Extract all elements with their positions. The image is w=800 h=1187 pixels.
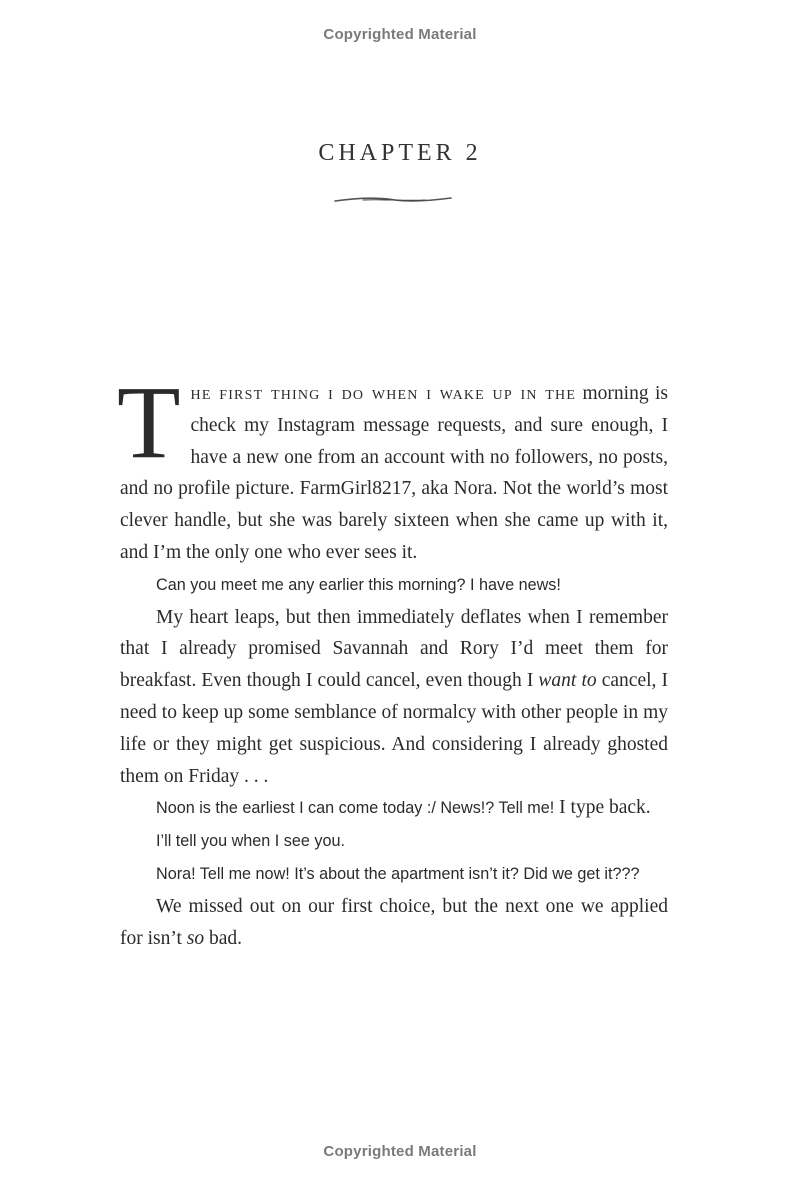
- chapter-flourish: [333, 192, 453, 208]
- copyright-footer: Copyrighted Material: [323, 1143, 477, 1160]
- paragraph-2: My heart leaps, but then immediately deflates when I remember that I already promised Savannah and Rory I’d meet them for breakfast. Even though I could cancel, even though I want to cancel, I need to keep up some semblance of normalcy with other people in my life or they might get suspicious. And considering I already ghosted them on Friday . . .: [120, 606, 668, 787]
- emphasis-so: so: [186, 927, 205, 949]
- message-1: Can you meet me any earlier this morning? I have news!: [156, 575, 561, 594]
- chapter-body: [117, 365, 669, 954]
- opening-smallcaps: he first thing i do when i wake up in the: [190, 383, 577, 404]
- drop-cap: T: [117, 365, 181, 480]
- message-2: Noon is the earliest I can come today :/ News!? Tell me! I type back.: [156, 797, 651, 819]
- message-3: I’ll tell you when I see you.: [156, 832, 345, 851]
- opening-paragraph: [117, 365, 669, 569]
- opening-text: morning is check my Instagram message requests, and sure enough, I have a new one from an account with no followers, no posts, and no profile picture. FarmGirl8217, aka Nora. Not the world’s most clever handle, but she was barely sixteen when she came up with it, and I’m the only one who ever sees it.: [120, 383, 669, 563]
- message-2-tail: I type back.: [554, 797, 651, 819]
- chapter-title: CHAPTER 2: [318, 140, 482, 166]
- paragraph-3: We missed out on our first choice, but the next one we applied for isn’t so bad.: [120, 895, 668, 949]
- message-4: Nora! Tell me now! It’s about the apartment isn’t it? Did we get it???: [156, 864, 640, 883]
- copyright-header: Copyrighted Material: [323, 26, 477, 43]
- emphasis-want-to: want to: [538, 670, 597, 692]
